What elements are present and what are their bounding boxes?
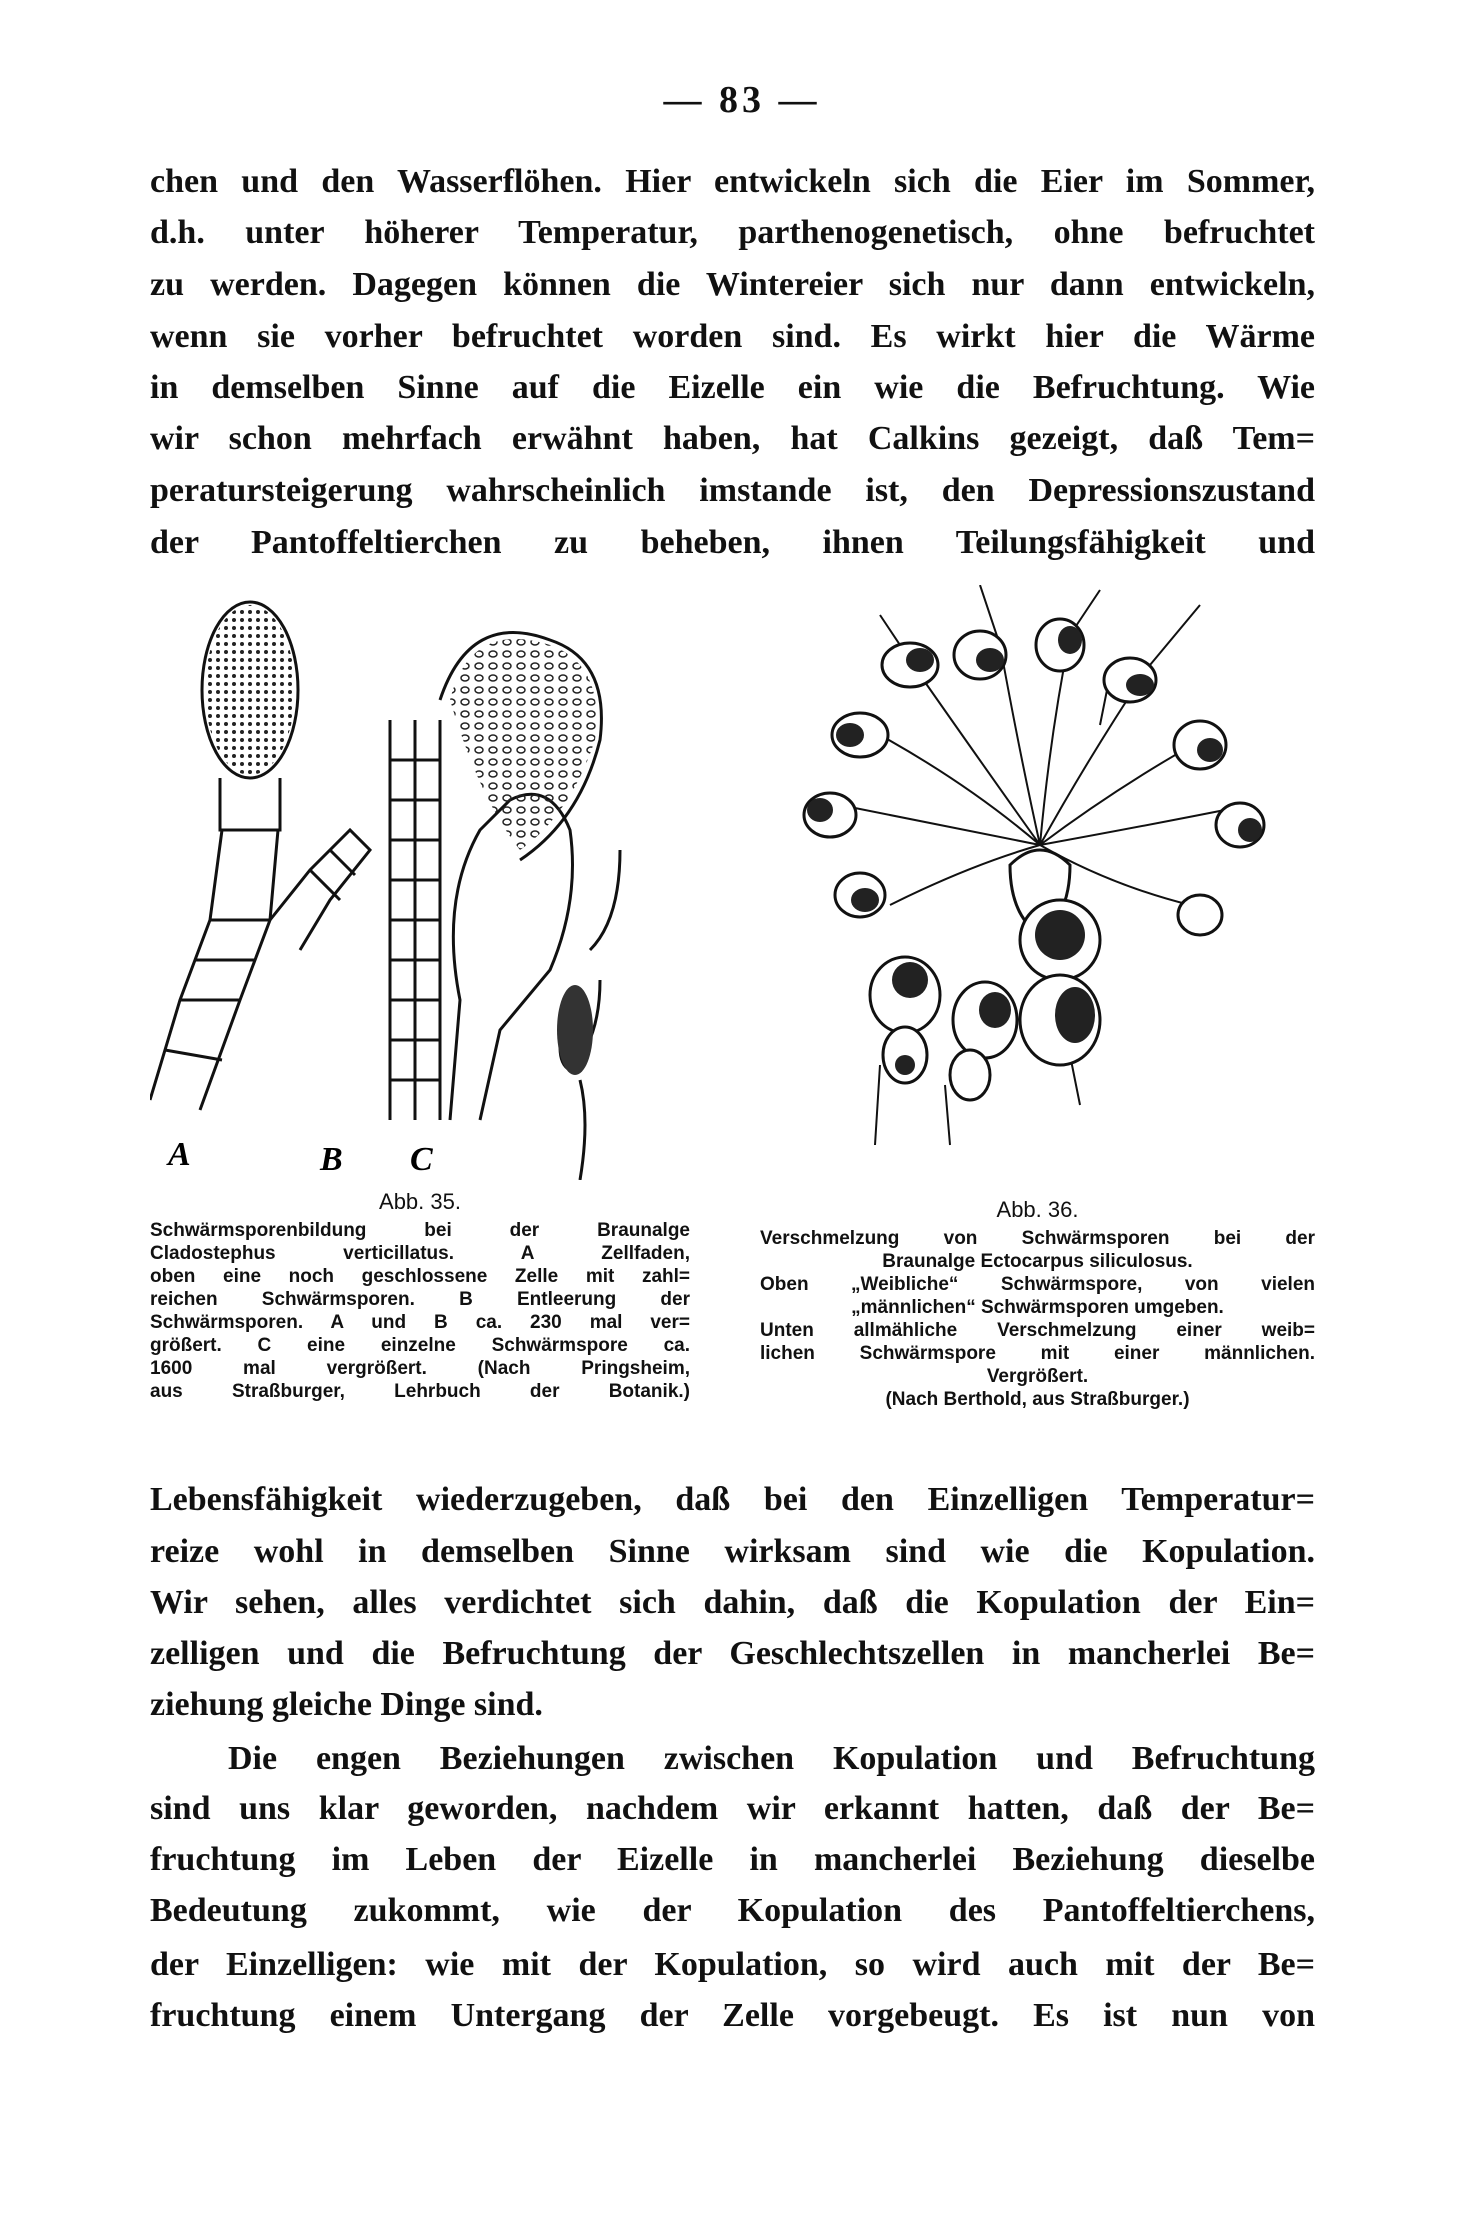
text-line: peratursteigerung wahrscheinlich imstande ist, den Depressionszustand xyxy=(150,472,1315,509)
text-line: in demselben Sinne auf die Eizelle ein wie die Befruchtung. Wie xyxy=(150,369,1315,406)
text-line: fruchtung einem Untergang der Zelle vorgebeugt. Es ist nun von xyxy=(150,1997,1315,2034)
figure-label-a: A xyxy=(168,1136,191,1173)
text-line: Wir sehen, alles verdichtet sich dahin, daß die Kopulation der Ein= xyxy=(150,1584,1315,1621)
text-line: reize wohl in demselben Sinne wirksam sind wie die Kopulation. xyxy=(150,1533,1315,1570)
caption-line: lichen Schwärmspore mit einer männlichen. xyxy=(760,1343,1315,1364)
caption-line: Braunalge Ectocarpus siliculosus. xyxy=(882,1251,1193,1272)
figure-36-illustration xyxy=(770,585,1315,1185)
caption-line: Unten allmähliche Verschmelzung einer weib= xyxy=(760,1320,1315,1341)
text-line: der Einzelligen: wie mit der Kopulation, so wird auch mit der Be= xyxy=(150,1946,1315,1983)
caption-line: reichen Schwärmsporen. B Entleerung der xyxy=(150,1289,690,1310)
figure-label-c: C xyxy=(410,1141,433,1178)
text-line: Bedeutung zukommt, wie der Kopulation des Pantoffeltierchens, xyxy=(150,1892,1315,1929)
text-line: chen und den Wasserflöhen. Hier entwickeln sich die Eier im Sommer, xyxy=(150,163,1315,200)
caption-line: Cladostephus verticillatus. A Zellfaden, xyxy=(150,1243,690,1264)
text-line: d.h. unter höherer Temperatur, parthenogenetisch, ohne befruchtet xyxy=(150,214,1315,251)
text-line: sind uns klar geworden, nachdem wir erkannt hatten, daß der Be= xyxy=(150,1790,1315,1827)
text-line: der Pantoffeltierchen zu beheben, ihnen Teilungsfähigkeit und xyxy=(150,524,1315,561)
text-line: Die engen Beziehungen zwischen Kopulation und Befruchtung xyxy=(228,1740,1315,1777)
caption-line: Verschmelzung von Schwärmsporen bei der xyxy=(760,1228,1315,1249)
text-line: ziehung gleiche Dinge sind. xyxy=(150,1686,543,1723)
page-number: — 83 — xyxy=(663,79,821,121)
text-line: zelligen und die Befruchtung der Geschlechtszellen in mancherlei Be= xyxy=(150,1635,1315,1672)
figure-35-title: Abb. 35. xyxy=(379,1189,461,1214)
text-line: fruchtung im Leben der Eizelle in mancherlei Beziehung dieselbe xyxy=(150,1841,1315,1878)
text-line: wir schon mehrfach erwähnt haben, hat Calkins gezeigt, daß Tem= xyxy=(150,420,1315,457)
text-line: Lebensfähigkeit wiederzugeben, daß bei den Einzelligen Temperatur= xyxy=(150,1481,1315,1518)
caption-line: 1600 mal vergrößert. (Nach Pringsheim, xyxy=(150,1358,690,1379)
figure-36-caption xyxy=(760,1198,1315,1411)
caption-line: Schwärmsporenbildung bei der Braunalge xyxy=(150,1220,690,1241)
figure-label-b: B xyxy=(320,1141,343,1178)
caption-line: aus Straßburger, Lehrbuch der Botanik.) xyxy=(150,1381,690,1402)
caption-line: (Nach Berthold, aus Straßburger.) xyxy=(885,1389,1190,1410)
figure-35-caption xyxy=(150,1190,690,1403)
caption-line: „männlichen“ Schwärmsporen umgeben. xyxy=(851,1297,1224,1318)
text-line: wenn sie vorher befruchtet worden sind. Es wirkt hier die Wärme xyxy=(150,318,1315,355)
figure-35-illustration xyxy=(150,600,690,1180)
caption-line: größert. C eine einzelne Schwärmspore ca. xyxy=(150,1335,690,1356)
caption-line: oben eine noch geschlossene Zelle mit zahl= xyxy=(150,1266,690,1287)
text-line: zu werden. Dagegen können die Wintereier sich nur dann entwickeln, xyxy=(150,266,1315,303)
figure-36-title: Abb. 36. xyxy=(996,1197,1079,1222)
caption-line: Vergrößert. xyxy=(986,1366,1089,1387)
caption-line: Schwärmsporen. A und B ca. 230 mal ver= xyxy=(150,1312,690,1333)
caption-line: Oben „Weibliche“ Schwärmspore, von vielen xyxy=(760,1274,1315,1295)
